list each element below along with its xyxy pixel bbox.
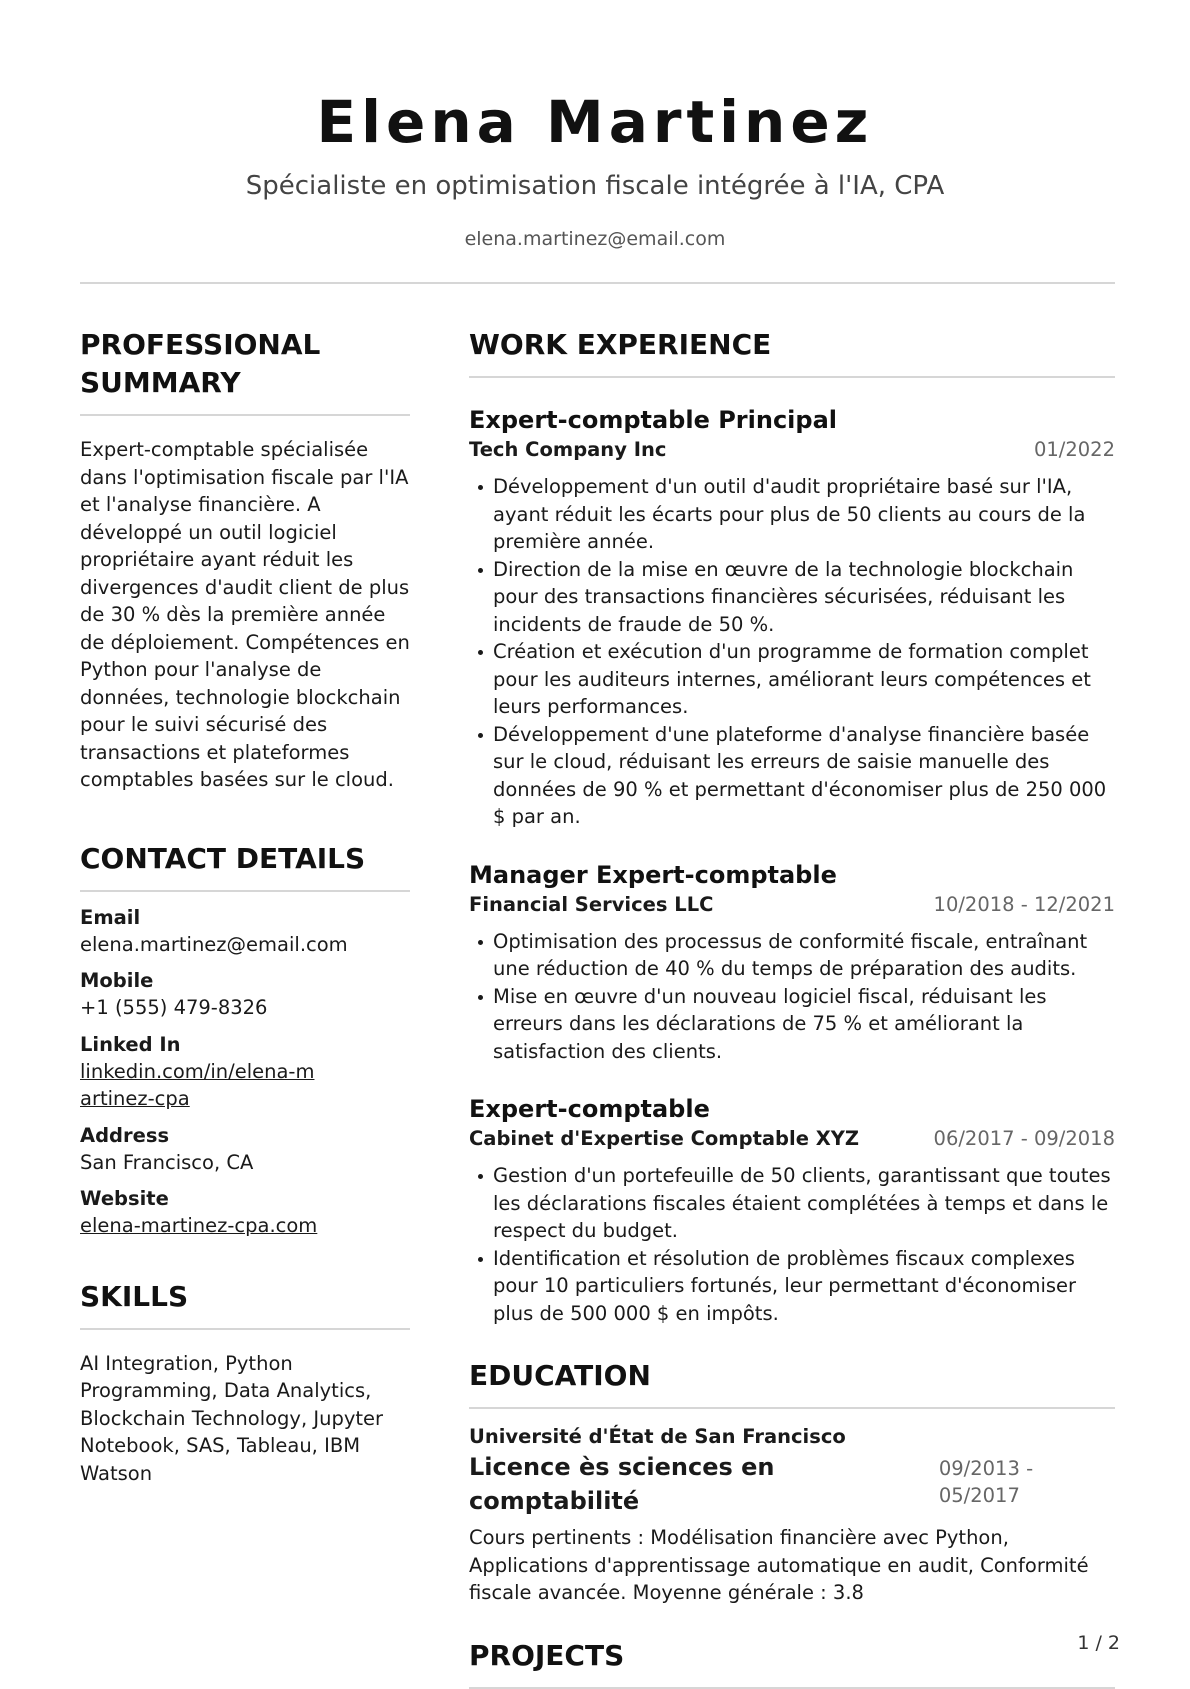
contact-heading: CONTACT DETAILS bbox=[80, 841, 366, 875]
summary-section bbox=[80, 326, 410, 794]
contact-value-address: San Francisco, CA bbox=[80, 1150, 254, 1174]
work-divider bbox=[469, 376, 1115, 378]
contact-value-email: elena.martinez@email.com bbox=[80, 932, 348, 956]
contact-value-mobile: +1 (555) 479-8326 bbox=[80, 996, 268, 1019]
page-number: 1 / 2 bbox=[1077, 1632, 1120, 1654]
website-link[interactable]: elena-martinez-cpa.com bbox=[80, 1214, 318, 1237]
job-date: 06/2017 - 09/2018 bbox=[933, 1127, 1115, 1150]
skills-section bbox=[80, 1278, 410, 1488]
job-bullet: Création et exécution d'un programme de formation complet pour les auditeurs internes, améliorant leurs compétences et leurs performances. bbox=[469, 638, 1115, 721]
education-details: Cours pertinents : Modélisation financière avec Python, Applications d'apprentissage automatique en audit, Conformité fiscale avancée. Moyenne générale : 3.8 bbox=[469, 1526, 1089, 1604]
job-entry bbox=[469, 1093, 1115, 1327]
summary-heading: PROFESSIONAL SUMMARY bbox=[80, 328, 321, 399]
contact-label-mobile: Mobile bbox=[80, 969, 154, 992]
job-bullets bbox=[469, 1162, 1115, 1327]
job-title: Manager Expert-comptable bbox=[469, 860, 837, 889]
candidate-title: Spécialiste en optimisation fiscale intégrée à l'IA, CPA bbox=[245, 171, 945, 201]
education-section bbox=[469, 1357, 1115, 1607]
job-bullet: Développement d'une plateforme d'analyse financière basée sur le cloud, réduisant les erreurs de saisie manuelle des données de 90 % et permettant d'économiser plus de 250 000 $ par an. bbox=[469, 721, 1115, 831]
skills-heading: SKILLS bbox=[80, 1279, 189, 1313]
skills-text: AI Integration, Python Programming, Data Analytics, Blockchain Technology, Jupyter Notebook, SAS, Tableau, IBM Watson bbox=[80, 1351, 384, 1485]
summary-text: Expert-comptable spécialisée dans l'optimisation fiscale par l'IA et l'analyse financière. A développé un outil logiciel propriétaire ayant réduit les divergences d'audit client de plus de 30 % dès la première année de déploiement. Compétences en Python pour l'analyse de données, technologie blockchain pour le suivi sécurisé des transactions et plateformes comptables basées sur le cloud. bbox=[80, 438, 410, 791]
work-section bbox=[469, 326, 1115, 1327]
job-entry bbox=[469, 404, 1115, 831]
job-entry bbox=[469, 859, 1115, 1066]
job-date: 10/2018 - 12/2021 bbox=[933, 892, 1115, 916]
education-date: 09/2013 - 05/2017 bbox=[938, 1457, 1034, 1507]
contact-label-website: Website bbox=[80, 1187, 169, 1210]
education-divider bbox=[469, 1407, 1115, 1409]
candidate-name: Elena Martinez bbox=[316, 88, 874, 156]
projects-heading: PROJECTS bbox=[469, 1638, 625, 1672]
projects-divider bbox=[469, 1687, 1115, 1689]
job-bullet: Identification et résolution de problèmes fiscaux complexes pour 10 particuliers fortunés, leur permettant d'économiser plus de 500 000 $ en impôts. bbox=[469, 1245, 1115, 1328]
job-bullet: Gestion d'un portefeuille de 50 clients, garantissant que toutes les déclarations fiscales étaient complétées à temps et dans le respect du budget. bbox=[469, 1162, 1115, 1245]
header-email: elena.martinez@email.com bbox=[464, 228, 726, 250]
left-column bbox=[80, 326, 410, 1487]
education-degree: Licence ès sciences en comptabilité bbox=[469, 1453, 775, 1515]
projects-section bbox=[469, 1637, 1115, 1689]
contact-label-linkedin: Linked In bbox=[80, 1032, 181, 1056]
right-column bbox=[469, 326, 1115, 1689]
job-title: Expert-comptable bbox=[469, 1095, 710, 1123]
job-company: Tech Company Inc bbox=[469, 438, 667, 461]
education-university: Université d'État de San Francisco bbox=[469, 1425, 846, 1448]
skills-divider bbox=[80, 1328, 410, 1330]
job-bullet: Développement d'un outil d'audit propriétaire basé sur l'IA, ayant réduit les écarts pour plus de 50 clients au cours de la première année. bbox=[469, 473, 1115, 556]
job-bullet: Mise en œuvre d'un nouveau logiciel fiscal, réduisant les erreurs dans les déclarations de 75 % et améliorant la satisfaction des clients. bbox=[469, 983, 1115, 1066]
job-bullet: Optimisation des processus de conformité fiscale, entraînant une réduction de 40 % du temps de préparation des audits. bbox=[469, 928, 1115, 983]
summary-divider bbox=[80, 414, 410, 416]
job-bullet: Direction de la mise en œuvre de la technologie blockchain pour des transactions financières sécurisées, réduisant les incidents de fraude de 50 %. bbox=[469, 556, 1115, 639]
job-company: Cabinet d'Expertise Comptable XYZ bbox=[469, 1127, 859, 1150]
job-title: Expert-comptable Principal bbox=[469, 406, 838, 434]
contact-section bbox=[80, 840, 410, 1240]
job-company: Financial Services LLC bbox=[469, 892, 714, 916]
education-heading: EDUCATION bbox=[469, 1359, 651, 1392]
contact-label-address: Address bbox=[80, 1123, 170, 1147]
header-divider bbox=[80, 282, 1115, 284]
linkedin-link[interactable]: linkedin.com/in/elena-martinez-cpa bbox=[80, 1059, 315, 1110]
contact-list bbox=[80, 904, 410, 1240]
contact-divider bbox=[80, 890, 410, 892]
job-bullets bbox=[469, 928, 1115, 1066]
contact-label-email: Email bbox=[80, 905, 141, 929]
work-heading: WORK EXPERIENCE bbox=[469, 328, 772, 361]
job-date: 01/2022 bbox=[1033, 438, 1115, 461]
job-bullets bbox=[469, 473, 1115, 831]
